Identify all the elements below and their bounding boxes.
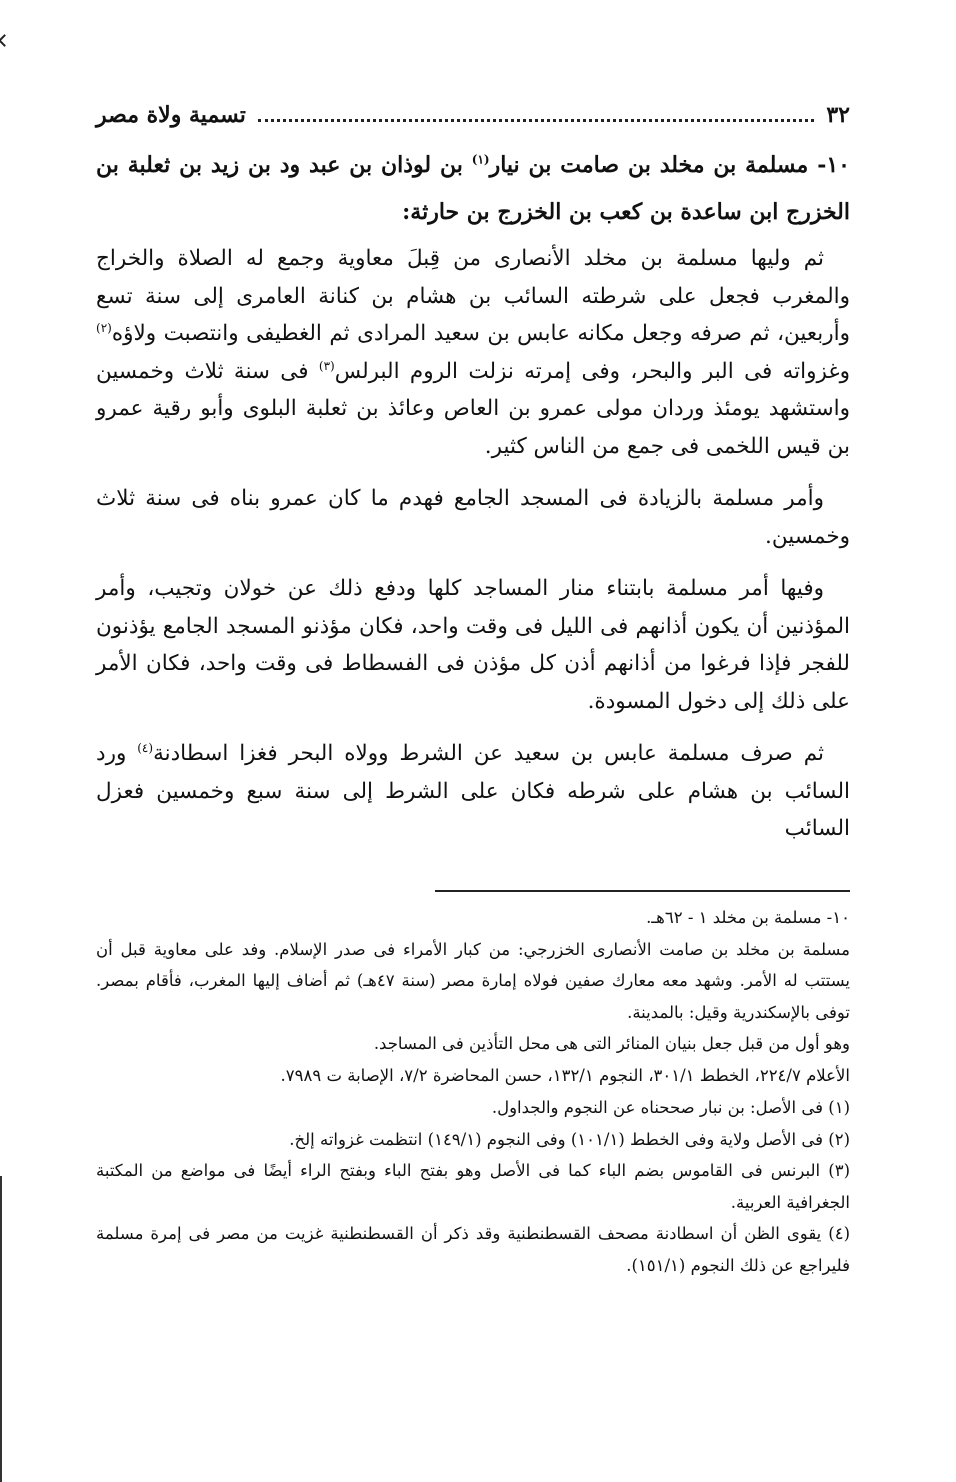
paragraph-1-part-b: وغزواته فى البر والبحر، وفى إمرته نزلت الروم البرلس (334, 358, 850, 384)
paragraph-4-part-a: ثم صرف مسلمة عابس بن سعيد عن الشرط وولاه البحر فغزا اسطادنة (153, 741, 824, 766)
entry-dash: - (808, 152, 827, 178)
paragraph-1-part-a: ثم وليها مسلمة بن مخلد الأنصارى من قِبلَ معاوية وجمع له الصلاة والخراج والمغرب فجعل على شرطته السائب بن هشام بن كنانة العامرى إلى سنة تسع وأربعين، ثم صرفه وجعل مكانه عابس بن سعيد المرادى ثم الغطيفى وانتصبت ولاؤه (96, 246, 850, 346)
entry-number: ١٠ (826, 152, 850, 178)
bio-note-text-2: وهو أول من قبل جعل بنيان المنائر التى هى محل التأذين فى المساجد. (373, 1034, 850, 1053)
footnote-3: (٣) البرنس فى القاموس بضم الباء كما فى الأصل وهو بفتح الباء وبفتح الراء أيضًا فى مواضع من المكتبة الجغرافية العربية. (96, 1161, 850, 1212)
footnote-separator (435, 890, 850, 892)
footnote-4: (٤) يقوى الظن أن اسطادنة مصحف القسطنطنية وقد ذكر أن القسطنطنية غزيت من مصر فى إمرة مسلمة فليراجع عن ذلك النجوم (١٥١/١). (96, 1224, 850, 1275)
page-edge-line (0, 1176, 2, 1482)
footnote-1: (١) فى الأصل: بن نبار صححناه عن النجوم والجداول. (491, 1098, 850, 1117)
entry-heading-text-cont: بن لوذان بن عبد ود بن زيد بن ثعلبة بن الخزرج ابن ساعدة بن كعب بن الخزرج بن حارثة: (96, 152, 850, 225)
entry-heading (96, 142, 850, 236)
footnote-ref-1: (١) (471, 152, 490, 167)
paragraph-1-part-c: فى سنة ثلاث وخمسين واستشهد يومئذ وردان مولى عمرو بن العاص وعائذ بن ثعلبة البلوى وأبو رقية عمرو بن قيس اللخمى فى جمع من الناس كثير. (96, 358, 850, 459)
paragraph-3: وفيها أمر مسلمة بابتناء منار المساجد كلها ودفع ذلك عن خولان وتجيب، وأمر المؤذنين أن يكون أذانهم فى الليل فى وقت واحد، فكان مؤذنو المسجد الجامع يؤذنون للفجر فإذا فرغوا من أذانهم أذن كل مؤذن فى الفسطاط فى وقت واحد، فكان الأمر على ذلك إلى دخول المسودة. (96, 576, 850, 714)
header-dot-leader (258, 119, 814, 122)
main-text (96, 240, 850, 863)
footnote-ref-2: (٢) (96, 320, 112, 335)
paragraph-4 (96, 735, 850, 848)
corner-mark (0, 34, 11, 47)
footnote-ref-4: (٤) (137, 740, 154, 755)
entry-heading-text: مسلمة بن مخلد بن صامت بن نيار (489, 152, 809, 178)
running-title: تسمية ولاة مصر (96, 102, 246, 128)
running-header (96, 102, 850, 128)
page-number: ٣٢ (826, 102, 850, 128)
bio-note-text: مسلمة بن مخلد بن صامت الأنصارى الخزرجي: من كبار الأمراء فى صدر الإسلام. وفد على معاوية قبل أن يستتب له الأمر. وشهد معه معارك صفين فولاه إمارة مصر (سنة ٤٧هـ) ثم أضاف إليها المغرب، فأقام بمصر. توفى بالإسكندرية وقيل: بالمدينة. (96, 939, 850, 1022)
bio-note-title: ١٠- مسلمة بن مخلد ١ - ٦٢هـ. (646, 908, 850, 927)
footnotes (96, 902, 850, 1281)
footnote-2: (٢) فى الأصل ولاية وفى الخطط (١٠١/١) وفى النجوم (١٤٩/١) انتظمت غزواته إلخ. (289, 1129, 850, 1149)
footnote-ref-3: (٣) (318, 358, 335, 373)
paragraph-4-part-b: ورد السائب بن هشام على شرطه فكان على الشرط إلى سنة سبع وخمسين فعزل السائب (96, 741, 850, 841)
paragraph-1 (96, 240, 850, 465)
bio-note-sources: الأعلام ٢٢٤/٧، الخطط ٣٠١/١، النجوم ١٣٢/١، حسن المحاضرة ٧/٢، الإصابة ت ٧٩٨٩. (280, 1065, 850, 1085)
paragraph-2: وأمر مسلمة بالزيادة فى المسجد الجامع فهدم ما كان عمرو بناه فى سنة ثلاث وخمسين. (96, 486, 850, 549)
